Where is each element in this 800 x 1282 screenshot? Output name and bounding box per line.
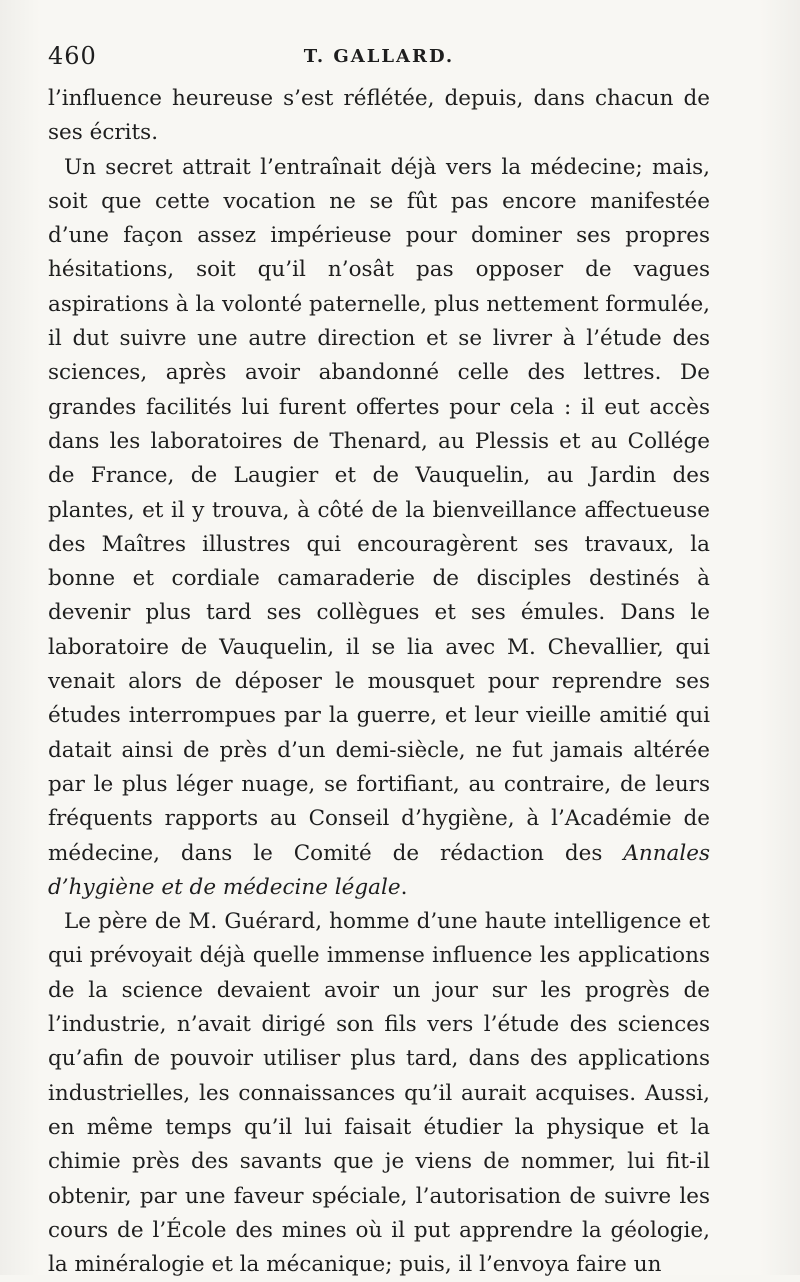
running-head: T. GALLARD.: [303, 46, 455, 67]
paragraph-text: Le père de M. Guérard, homme d’une haute intelligence et qui prévoyait déjà quelle immense influence les applications de la science devaient avoir un jour sur les progrès de l’industrie, n’avait dirigé son fils vers l’étude des sciences qu’afin de pouvoir utiliser plus tard, dans des applications industrielles, les connaissances qu’il aurait acquises. Aussi, en même temps qu’il lui faisait étudier la physique et la chimie près des savants que je viens de nommer, lui fit-il obtenir, par une faveur spéciale, l’autorisation de suivre les cours de l’École des mines où il put apprendre la géologie, la minéralogie et la mécanique; puis, il l’envoya faire un: [48, 909, 710, 1278]
paragraph: [48, 151, 710, 906]
body-text: [48, 82, 710, 1282]
page-header: [48, 38, 710, 78]
paragraph-text: Un secret attrait l’entraînait déjà vers la médecine; mais, soit que cette vocation ne se fût pas encore manifestée d’une façon assez impérieuse pour dominer ses propres hésitations, soit qu’il n’osât pas opposer de vagues aspirations à la volonté paternelle, plus nettement formulée, il dut suivre une autre direction et se livrer à l’étude des sciences, après avoir abandonné celle des lettres. De grandes facilités lui furent offertes pour cela : il eut accès dans les laboratoires de Thenard, au Plessis et au Collége de France, de Laugier et de Vauquelin, au Jardin des plantes, et il y trouva, à côté de la bienveillance affectueuse des Maîtres illustres qui encouragèrent ses travaux, la bonne et cordiale camaraderie de disciples destinés à devenir plus tard ses collègues et ses émules. Dans le laboratoire de Vauquelin, il se lia avec M. Chevallier, qui venait alors de déposer le mousquet pour reprendre ses études interrompues par la guerre, et leur vieille amitié qui datait ainsi de près d’un demi-siècle, ne fut jamais altérée par le plus léger nuage, se fortifiant, au contraire, de leurs fréquents rapports au Conseil d’hygiène, à l’Académie de médecine, dans le Comité de rédaction des: [48, 154, 710, 866]
paragraph-continuation: [48, 82, 710, 151]
paragraph-text: l’influence heureuse s’est réflétée, depuis, dans chacun de ses écrits.: [48, 86, 710, 146]
page-number: 460: [48, 42, 97, 70]
paragraph: [48, 905, 710, 1282]
journal-title: Annales d’hygiène et de médecine légale: [48, 840, 710, 900]
paragraph-text: .: [400, 874, 408, 900]
